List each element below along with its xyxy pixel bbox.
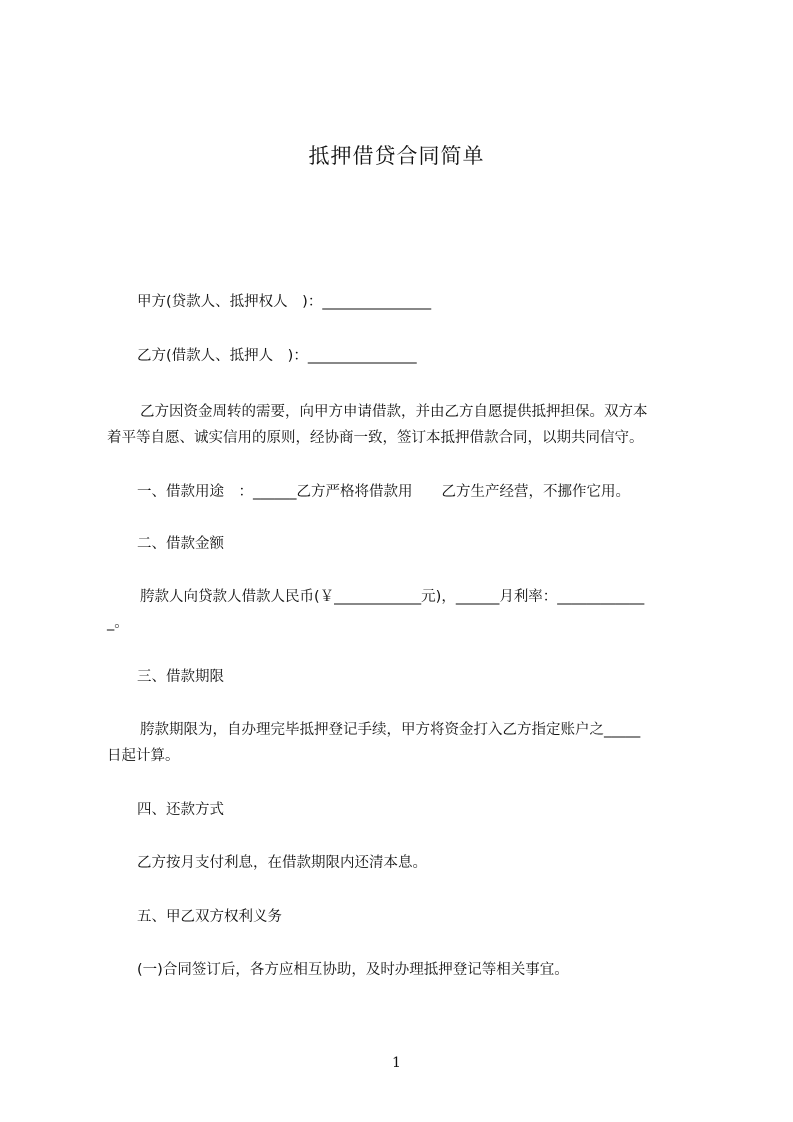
document-title: 抵押借贷合同简单	[308, 144, 485, 168]
section-2-line-2: _。	[107, 615, 129, 631]
section-5-heading: 五、甲乙双方权利义务	[137, 909, 282, 925]
section-1-purpose: 一、借款用途 ：______乙方严格将借款用 乙方生产经营，不挪作它用。	[137, 484, 630, 500]
section-3-line-1: 胯款期限为，自办理完毕抵押登记手续，甲方将资金打入乙方指定账户之_____	[140, 722, 641, 738]
party-a-line: 甲方(贷款人、抵押权人 )：_______________	[137, 294, 432, 310]
section-4-text: 乙方按月支付利息，在借款期限内还清本息。	[137, 855, 427, 871]
intro-line-1: 乙方因资金周转的需要，向甲方申请借款，并由乙方自愿提供抵押担保。双方本	[140, 404, 648, 420]
section-4-heading: 四、还款方式	[137, 802, 224, 818]
intro-line-2: 着平等自愿、诚实信用的原则，经协商一致，签订本抵押借款合同，以期共同信守。	[107, 430, 644, 446]
section-2-line-1: 胯款人向贷款人借款人民币(￥____________元)，______月利率：____________	[140, 589, 645, 605]
party-b-line: 乙方(借款人、抵押人 )：_______________	[137, 348, 417, 364]
section-2-heading: 二、借款金额	[137, 536, 224, 552]
section-5-item-1: (一)合同签订后，各方应相互协助，及时办理抵押登记等相关事宜。	[137, 962, 569, 978]
section-3-line-2: 日起计算。	[107, 748, 180, 764]
page-number: 1	[392, 1055, 401, 1071]
section-3-heading: 三、借款期限	[137, 669, 224, 685]
